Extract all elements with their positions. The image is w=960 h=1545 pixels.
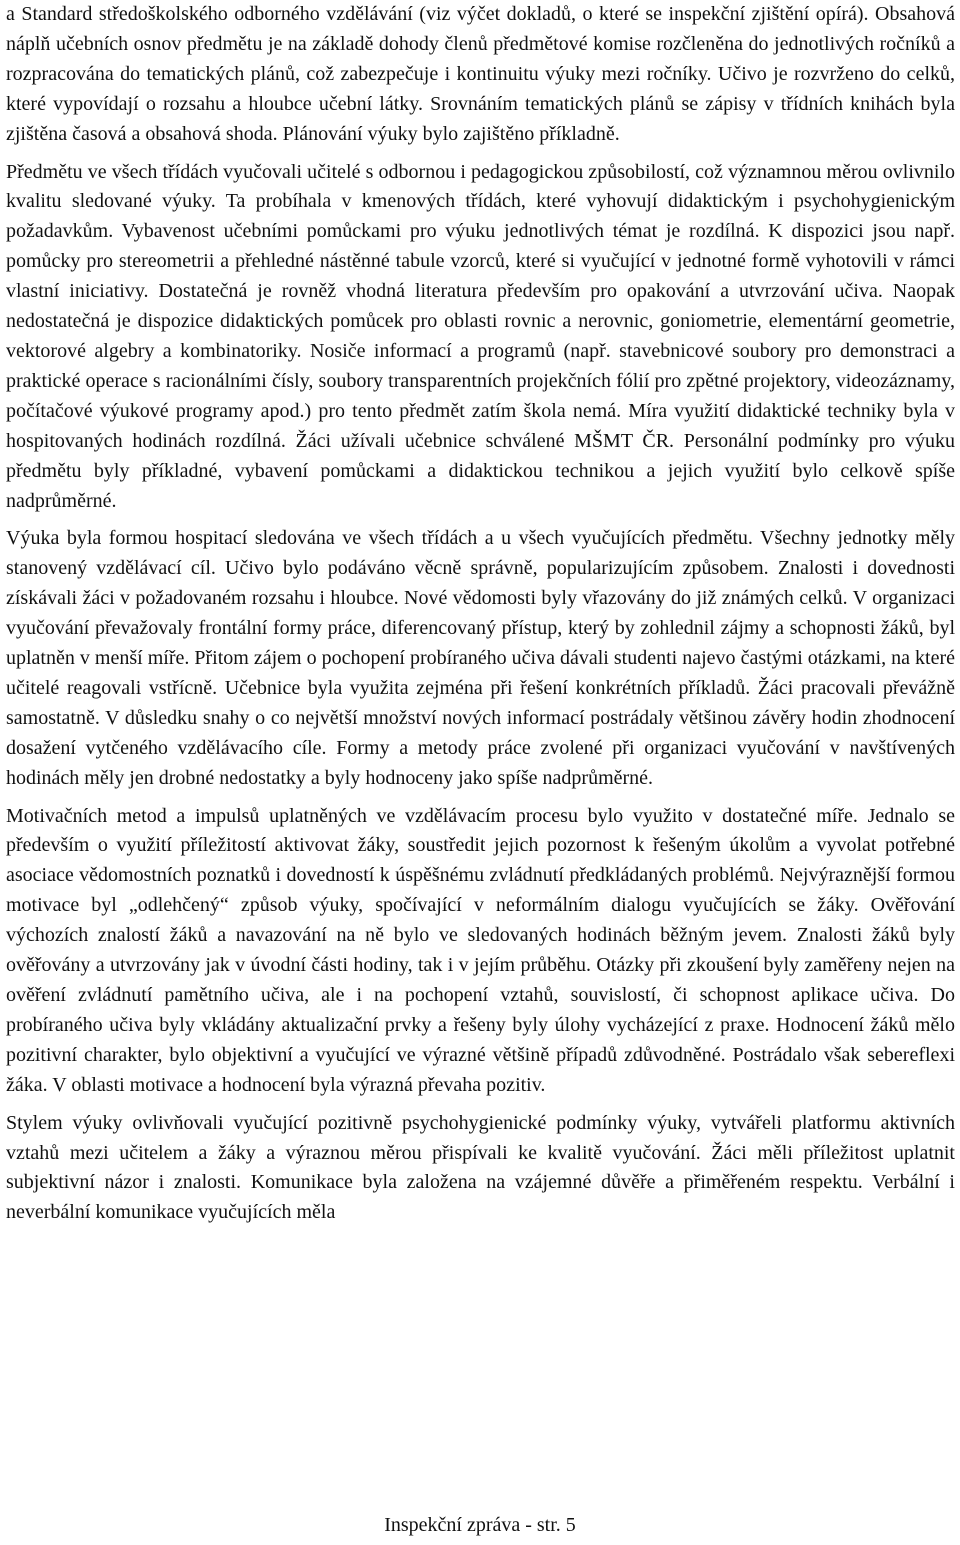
paragraph-teaching-style: Stylem výuky ovlivňovali vyučující pozitivně psychohygienické podmínky výuky, vytvářeli platformu aktivních vztahů mezi učitelem a žáky a výraznou měrou přispívali ke kvalitě vyučování. Žáci měli příležitost uplatnit subjektivní názor i znalosti. Komunikace byla založena na vzájemné důvěře a přiměřeném respektu. Verbální i neverbální komunikace vyučujících měla bbox=[6, 1111, 955, 1224]
paragraph-staffing-equipment: Předmětu ve všech třídách vyučovali učitelé s odbornou i pedagogickou způsobilostí, což významnou měrou ovlivnilo kvalitu sledované výuky. Ta probíhala v kmenových třídách, které vyhovují didaktickým i psychohygienickým požadavkům. Vybavenost učebními pomůckami pro výuku jednotlivých témat je rozdílná. K dispozici jsou např. pomůcky pro stereometrii a přehledné nástěnné tabule vzorců, které si vyučující v jednotné formě vyhotovili v rámci vlastní iniciativy. Dostatečná je rovněž vhodná literatura především pro opakování a utvrzování učiva. Naopak nedostatečná je dispozice didaktických pomůcek pro oblasti rovnic a nerovnic, goniometrie, elementární geometrie, vektorové algebry a kombinatoriky. Nosiče informací a programů (např. stavebnicové soubory pro demonstraci a praktické operace s racionálními čísly, soubory transparentních projekčních fólií pro zpětné projektory, videozáznamy, počítačové výukové programy apod.) pro tento předmět zatím škola nemá. Míra využití didaktické techniky byla v hospitovaných hodinách rozdílná. Žáci užívali učebnice schválené MŠMT ČR. Personální podmínky pro výuku předmětu byly příkladné, vybavení pomůckami a didaktickou technikou a jejich využití bylo celkově spíše nadprůměrné. bbox=[6, 160, 955, 512]
paragraph-lesson-observation: Výuka byla formou hospitací sledována ve všech třídách a u všech vyučujících předmětu. Všechny jednotky měly stanovený vzdělávací cíl. Učivo bylo podáváno věcně správně, popularizujícím způsobem. Znalosti i dovednosti získávali žáci v požadovaném rozsahu i hloubce. Nové vědomosti byly vřazovány do již známých celků. V organizaci vyučování převažovaly frontální formy práce, diferencovaný přístup, který by zohlednil zájmy a schopnosti žáků, byl uplatněn v menší míře. Přitom zájem o pochopení probíraného učiva dávali studenti najevo častými otázkami, na které učitelé reagovali vstřícně. Učebnice byla využita zejména při řešení konkrétních příkladů. Žáci pracovali převážně samostatně. V důsledku snahy o co největší množství nových informací postrádaly většinou závěry hodin zhodnocení dosažení vytčeného vzdělávacího cíle. Formy a metody práce zvolené při organizaci vyučování v navštívených hodinách měly jen drobné nedostatky a byly hodnoceny jako spíše nadprůměrné. bbox=[6, 527, 955, 789]
paragraph-motivation-assessment: Motivačních metod a impulsů uplatněných ve vzdělávacím procesu bylo využito v dostatečné míře. Jednalo se především o využití příležitostí aktivovat žáky, soustředit jejich pozornost k řešeným úkolům a vyvolat potřebné asociace vědomostních poznatků i dovedností k úspěšnému zvládnutí předkládaných problémů. Nejvýraznější formou motivace byl „odlehčený“ způsob výuky, spočívající v neformálním dialogu vyučujících se žáky. Ověřování výchozích znalostí žáků a navazování na ně bylo ve sledovaných hodinách běžným jevem. Znalosti žáků byly ověřovány a utvrzovány jak v úvodní části hodiny, tak i v jejím průběhu. Otázky při zkoušení byly zaměřeny nejen na ověření zvládnutí pamětního učiva, ale i na pochopení vztahů, souvislostí, či schopnost aplikace učiva. Do probíraného učiva byly vkládány aktualizační prvky a řešeny byly úlohy vycházející z praxe. Hodnocení žáků mělo pozitivní charakter, bylo objektivní a vyučující ve výrazné většině případů zdůvodněné. Postrádalo však sebereflexi žáka. V oblasti motivace a hodnocení byla výrazná převaha pozitiv. bbox=[6, 804, 955, 1096]
document-body bbox=[6, 0, 955, 1236]
paragraph-curriculum-planning: a Standard středoškolského odborného vzdělávání (viz výčet dokladů, o které se inspekční zjištění opírá). Obsahová náplň učebních osnov předmětu je na základě dohody členů předmětové komise rozčleněna do jednotlivých ročníků a rozpracována do tematických plánů, což zabezpečuje i kontinuitu výuky mezi ročníky. Učivo je rozvrženo do celků, které vypovídají o rozsahu a hloubce učební látky. Srovnáním tematických plánů se zápisy v třídních knihách byla zjištěna časová a obsahová shoda. Plánování výuky bylo zajištěno příkladně. bbox=[6, 3, 955, 145]
page-footer: Inspekční zpráva - str. 5 bbox=[384, 1514, 576, 1536]
